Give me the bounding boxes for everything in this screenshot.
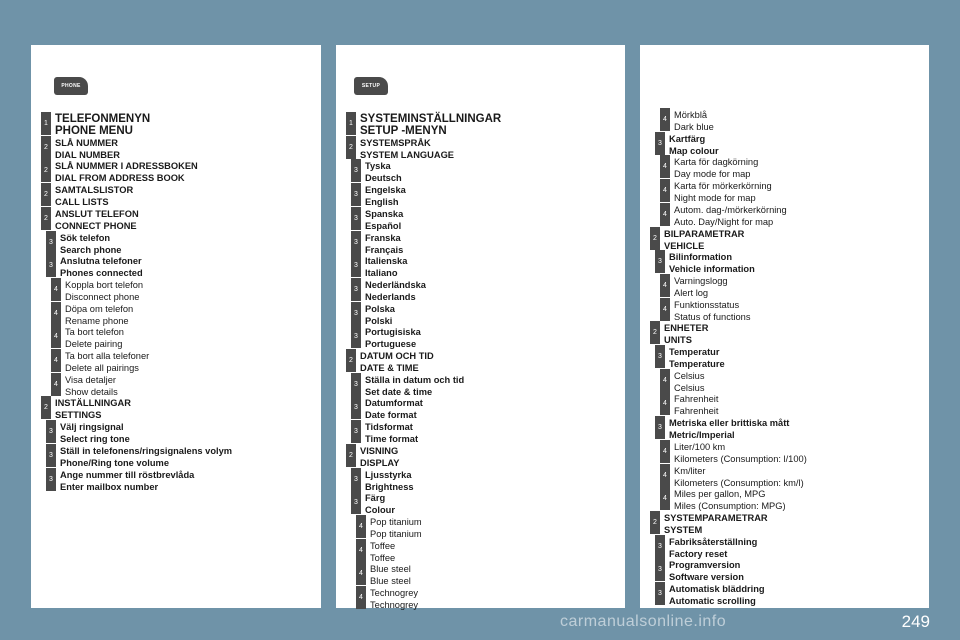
label-swedish: Italienska <box>365 256 408 267</box>
menu-item-text <box>365 279 426 303</box>
menu-item-text <box>674 299 751 323</box>
menu-item-level-2 <box>41 184 133 208</box>
label-swedish: SLÅ NUMMER <box>55 137 119 148</box>
level-badge: 3 <box>351 159 361 182</box>
label-english: Blue steel <box>370 576 411 587</box>
label-english: Delete pairing <box>65 339 123 350</box>
label-english: Temperature <box>669 359 725 369</box>
level-badge: 3 <box>46 444 56 467</box>
menu-item-level-3 <box>655 417 789 441</box>
level-badge: 3 <box>655 132 665 155</box>
level-badge: 4 <box>660 203 670 226</box>
menu-item-text <box>65 326 124 350</box>
menu-item-level-2 <box>41 397 131 421</box>
menu-item-level-3 <box>351 160 402 184</box>
menu-item-text <box>674 465 804 489</box>
label-swedish: Ta bort telefon <box>65 327 124 338</box>
label-english: Kilometers (Consumption: km/l) <box>674 477 804 488</box>
label-swedish: Datumformat <box>365 398 423 409</box>
menu-item-level-4 <box>356 540 395 564</box>
menu-item-level-2 <box>650 322 708 346</box>
level-badge: 2 <box>41 159 51 182</box>
menu-item-text <box>674 180 772 204</box>
menu-item-text <box>55 160 198 184</box>
menu-item-level-4 <box>51 303 133 327</box>
menu-item-text <box>365 492 395 516</box>
label-english: Fahrenheit <box>674 406 719 417</box>
menu-item-text <box>674 370 704 394</box>
label-english: Alert log <box>674 287 709 298</box>
level-badge: 3 <box>655 535 665 558</box>
label-swedish: Karta för mörkerkörning <box>674 181 772 192</box>
menu-item-text <box>55 184 133 208</box>
label-swedish: SLÅ NUMMER I ADRESSBOKEN <box>55 161 198 172</box>
menu-item-text <box>674 393 718 417</box>
menu-item-text <box>65 374 118 398</box>
label-swedish: Anslutna telefoner <box>60 256 142 267</box>
menu-item-level-2 <box>41 160 198 184</box>
level-badge: 3 <box>655 558 665 581</box>
label-english: Brightness <box>365 481 414 492</box>
menu-item-text <box>365 184 406 208</box>
menu-item-level-3 <box>351 469 414 493</box>
label-swedish: Km/liter <box>674 465 706 476</box>
menu-item-text <box>365 421 418 445</box>
menu-item-text <box>360 113 501 137</box>
menu-item-level-3 <box>351 492 395 516</box>
label-swedish: Portugisiska <box>365 327 421 338</box>
menu-item-level-4 <box>660 370 704 394</box>
level-badge: 2 <box>650 321 660 344</box>
menu-item-text <box>664 322 708 346</box>
menu-item-text <box>370 587 418 611</box>
label-swedish: Sök telefon <box>60 232 111 243</box>
menu-item-text <box>360 137 454 161</box>
level-badge: 1 <box>346 112 356 135</box>
menu-item-text <box>365 232 403 256</box>
menu-item-level-2 <box>346 350 434 374</box>
level-badge: 4 <box>660 108 670 131</box>
label-english: Day mode for map <box>674 169 751 180</box>
label-swedish: Funktionsstatus <box>674 299 740 310</box>
level-badge: 4 <box>660 464 670 487</box>
menu-item-text <box>669 417 789 441</box>
level-badge: 3 <box>351 231 361 254</box>
menu-item-text <box>60 445 232 469</box>
level-badge: 4 <box>660 440 670 463</box>
label-english: PHONE MENU <box>55 125 133 137</box>
label-swedish: Engelska <box>365 185 406 196</box>
label-swedish: Döpa om telefon <box>65 303 134 314</box>
label-swedish: VISNING <box>360 445 399 456</box>
menu-item-level-3 <box>655 559 744 583</box>
menu-panel-continued <box>640 45 929 608</box>
level-badge: 4 <box>356 586 366 609</box>
menu-item-level-4 <box>660 275 728 299</box>
level-badge: 2 <box>41 396 51 419</box>
menu-item-level-2 <box>650 228 744 252</box>
menu-item-level-3 <box>655 133 719 157</box>
menu-item-text <box>55 208 139 232</box>
label-english: English <box>365 197 399 208</box>
menu-item-text <box>674 109 714 133</box>
menu-item-text <box>365 374 464 398</box>
label-english: CALL LISTS <box>55 197 109 208</box>
level-badge: 4 <box>660 155 670 178</box>
level-badge: 3 <box>655 582 665 605</box>
menu-item-text <box>669 346 725 370</box>
label-swedish: Programversion <box>669 560 741 571</box>
level-badge: 2 <box>346 444 356 467</box>
label-english: Set date & time <box>365 386 433 397</box>
menu-item-text <box>674 204 787 228</box>
level-badge: 2 <box>41 207 51 230</box>
label-swedish: Technogrey <box>370 588 419 598</box>
level-badge: 2 <box>346 349 356 372</box>
level-badge: 3 <box>351 491 361 514</box>
label-english: Polski <box>365 315 393 326</box>
label-english: Toffee <box>370 552 396 563</box>
phone-tab-icon: PHONE <box>54 77 88 95</box>
label-swedish: SAMTALSLISTOR <box>55 185 134 196</box>
menu-item-text <box>60 421 130 445</box>
label-swedish: Koppla bort telefon <box>65 279 144 290</box>
level-badge: 3 <box>351 183 361 206</box>
label-english: Factory reset <box>669 548 728 559</box>
label-english: Automatic scrolling <box>669 596 756 606</box>
menu-item-level-3 <box>655 346 725 370</box>
level-badge: 3 <box>46 468 56 491</box>
label-english: DIAL FROM ADDRESS BOOK <box>55 173 185 184</box>
menu-item-level-2 <box>41 208 139 232</box>
menu-item-text <box>674 275 728 299</box>
label-english: SYSTEM <box>664 524 703 535</box>
level-badge: 2 <box>346 136 356 159</box>
menu-item-text <box>669 133 719 157</box>
level-badge: 3 <box>351 396 361 419</box>
level-badge: 4 <box>660 274 670 297</box>
menu-item-level-3 <box>46 469 194 493</box>
label-swedish: Autom. dag-/mörkerkörning <box>674 204 787 215</box>
menu-panel-setup <box>336 45 625 608</box>
menu-item-level-4 <box>660 488 786 512</box>
level-badge: 1 <box>41 112 51 135</box>
menu-item-text <box>669 583 765 607</box>
label-english: SYSTEM LANGUAGE <box>360 149 455 160</box>
level-badge: 3 <box>46 231 56 254</box>
label-english: Software version <box>669 572 744 583</box>
menu-item-level-3 <box>351 184 406 208</box>
level-badge: 4 <box>660 487 670 510</box>
menu-item-level-2 <box>41 137 120 161</box>
level-badge: 4 <box>660 392 670 415</box>
level-badge: 3 <box>655 416 665 439</box>
menu-item-text <box>65 279 143 303</box>
label-swedish: Ange nummer till röstbrevlåda <box>60 469 195 480</box>
menu-item-level-3 <box>46 255 143 279</box>
menu-item-level-4 <box>660 109 714 133</box>
menu-item-text <box>669 559 744 583</box>
label-swedish: Metriska eller brittiska mått <box>669 418 790 429</box>
menu-item-text <box>674 441 807 465</box>
level-badge: 3 <box>351 468 361 491</box>
label-swedish: Mörkblå <box>674 110 708 120</box>
menu-item-level-2 <box>346 445 399 469</box>
label-swedish: SYSTEMSPRÅK <box>360 137 431 148</box>
label-swedish: Nederländska <box>365 279 426 290</box>
menu-item-text <box>365 208 403 232</box>
label-swedish: Temperatur <box>669 347 720 357</box>
label-swedish: Visa detaljer <box>65 374 116 385</box>
menu-item-level-4 <box>660 180 772 204</box>
level-badge: 4 <box>356 515 366 538</box>
level-badge: 3 <box>351 302 361 325</box>
label-swedish: Kartfärg <box>669 133 706 144</box>
menu-item-text <box>674 156 758 180</box>
label-swedish: Färg <box>365 493 386 504</box>
label-english: SETUP -MENYN <box>360 125 447 137</box>
level-badge: 4 <box>51 373 61 396</box>
label-english: SETTINGS <box>55 410 102 421</box>
level-badge: 3 <box>351 373 361 396</box>
menu-item-text <box>60 469 194 493</box>
label-english: Search phone <box>60 244 122 255</box>
level-badge: 3 <box>351 325 361 348</box>
label-english: DISPLAY <box>360 457 400 468</box>
menu-item-text <box>669 536 757 560</box>
label-swedish: Pop titanium <box>370 516 422 527</box>
label-english: Technogrey <box>370 600 419 610</box>
level-badge: 4 <box>51 349 61 372</box>
label-swedish: TELEFONMENYN <box>55 113 151 125</box>
menu-item-level-2 <box>650 512 768 536</box>
menu-item-text <box>370 563 411 587</box>
label-english: Kilometers (Consumption: l/100) <box>674 453 807 464</box>
level-badge: 4 <box>356 562 366 585</box>
menu-item-text <box>55 137 120 161</box>
label-english: Miles (Consumption: MPG) <box>674 501 786 512</box>
menu-item-text <box>365 397 423 421</box>
label-english: Phone/Ring tone volume <box>60 457 169 468</box>
level-badge: 4 <box>660 298 670 321</box>
label-swedish: Automatisk bläddring <box>669 584 765 594</box>
label-swedish: BILPARAMETRAR <box>664 228 745 239</box>
menu-item-text <box>365 160 402 184</box>
label-swedish: Fahrenheit <box>674 394 719 405</box>
label-english: Phones connected <box>60 268 143 279</box>
menu-item-level-3 <box>351 232 403 256</box>
label-english: Show details <box>65 386 118 397</box>
menu-item-text <box>365 326 421 350</box>
level-badge: 2 <box>650 511 660 534</box>
label-english: DATE & TIME <box>360 363 419 373</box>
label-english: CONNECT PHONE <box>55 220 137 231</box>
menu-item-level-3 <box>655 536 757 560</box>
menu-item-text <box>360 445 399 469</box>
level-badge: 2 <box>41 136 51 159</box>
menu-item-level-4 <box>660 441 807 465</box>
level-badge: 2 <box>650 227 660 250</box>
menu-item-level-4 <box>51 279 143 303</box>
label-english: Date format <box>365 410 417 421</box>
label-swedish: Tidsformat <box>365 422 413 433</box>
label-swedish: Välj ringsignal <box>60 422 124 433</box>
label-swedish: ANSLUT TELEFON <box>55 208 139 219</box>
label-english: Night mode for map <box>674 193 756 204</box>
label-swedish: SYSTEMPARAMETRAR <box>664 512 768 523</box>
menu-item-text <box>365 469 414 493</box>
label-english: Dark blue <box>674 122 714 132</box>
label-english: Disconnect phone <box>65 291 140 302</box>
menu-panel-phone <box>31 45 321 608</box>
menu-item-level-1 <box>346 113 501 137</box>
label-swedish: Fabriksåterställning <box>669 536 758 547</box>
menu-item-text <box>365 255 407 279</box>
label-swedish: Ställa in datum och tid <box>365 374 465 385</box>
menu-item-level-3 <box>351 421 418 445</box>
level-badge: 3 <box>46 420 56 443</box>
menu-item-text <box>55 397 131 421</box>
menu-item-text <box>370 516 422 540</box>
menu-item-text <box>60 255 143 279</box>
label-swedish: Tyska <box>365 161 391 172</box>
watermark-text: carmanualsonline.info <box>560 613 727 630</box>
level-badge: 4 <box>356 539 366 562</box>
menu-item-level-2 <box>346 137 454 161</box>
label-swedish: Karta för dagkörning <box>674 157 759 168</box>
menu-item-level-4 <box>660 393 718 417</box>
menu-item-level-3 <box>351 374 464 398</box>
menu-item-text <box>664 228 744 252</box>
label-english: Time format <box>365 434 419 445</box>
level-badge: 4 <box>51 325 61 348</box>
menu-item-text <box>664 512 768 536</box>
label-swedish: INSTÄLLNINGAR <box>55 398 131 409</box>
menu-item-level-3 <box>351 255 407 279</box>
menu-item-text <box>669 251 755 275</box>
menu-item-level-4 <box>51 374 118 398</box>
label-english: Vehicle information <box>669 264 755 275</box>
menu-item-level-4 <box>660 299 751 323</box>
menu-item-level-4 <box>660 465 804 489</box>
label-english: Español <box>365 220 402 231</box>
level-badge: 3 <box>655 345 665 368</box>
label-english: Auto. Day/Night for map <box>674 216 774 227</box>
label-english: Portuguese <box>365 339 417 350</box>
menu-item-level-4 <box>51 350 149 374</box>
label-swedish: Varningslogg <box>674 275 728 286</box>
menu-item-level-3 <box>655 251 755 275</box>
menu-item-level-3 <box>351 303 395 327</box>
level-badge: 3 <box>351 254 361 277</box>
label-swedish: Ljusstyrka <box>365 469 412 480</box>
level-badge: 2 <box>41 183 51 206</box>
menu-item-level-4 <box>51 326 124 350</box>
label-swedish: Liter/100 km <box>674 441 726 452</box>
label-swedish: DATUM OCH TID <box>360 351 434 361</box>
label-swedish: SYSTEMINSTÄLLNINGAR <box>360 113 502 125</box>
menu-item-level-4 <box>660 156 758 180</box>
menu-item-text <box>360 350 434 374</box>
label-swedish: Bilinformation <box>669 252 733 263</box>
label-english: Map colour <box>669 145 719 156</box>
label-swedish: ENHETER <box>664 323 709 334</box>
menu-item-level-1 <box>41 113 150 137</box>
label-english: Celsius <box>674 382 705 393</box>
label-english: UNITS <box>664 335 692 346</box>
label-english: Delete all pairings <box>65 363 139 373</box>
label-swedish: Toffee <box>370 540 396 551</box>
level-badge: 4 <box>51 278 61 301</box>
menu-item-level-4 <box>356 516 422 540</box>
menu-item-text <box>60 232 121 256</box>
label-swedish: Polska <box>365 303 395 314</box>
menu-item-text <box>65 303 133 327</box>
label-english: DIAL NUMBER <box>55 149 120 160</box>
label-swedish: Ta bort alla telefoner <box>65 351 150 361</box>
menu-item-text <box>365 303 395 327</box>
menu-item-level-4 <box>356 587 418 611</box>
menu-item-level-3 <box>46 445 232 469</box>
label-english: Select ring tone <box>60 434 130 445</box>
menu-item-level-3 <box>351 279 426 303</box>
label-english: Nederlands <box>365 291 416 302</box>
page-number: 249 <box>901 612 930 631</box>
label-swedish: Franska <box>365 232 401 243</box>
level-badge: 3 <box>46 254 56 277</box>
level-badge: 4 <box>660 369 670 392</box>
menu-item-text <box>65 350 149 374</box>
label-english: Enter mailbox number <box>60 481 159 492</box>
menu-item-text <box>55 113 150 137</box>
label-english: Colour <box>365 505 395 516</box>
level-badge: 3 <box>351 420 361 443</box>
menu-item-level-3 <box>351 326 421 350</box>
label-swedish: Spanska <box>365 208 404 219</box>
label-english: Rename phone <box>65 315 129 326</box>
menu-item-level-3 <box>655 583 765 607</box>
setup-tab-icon: SETUP <box>354 77 388 95</box>
label-swedish: Celsius <box>674 370 705 381</box>
menu-item-level-3 <box>46 421 130 445</box>
label-english: Pop titanium <box>370 528 422 539</box>
label-swedish: Miles per gallon, MPG <box>674 489 766 500</box>
menu-item-level-3 <box>351 208 403 232</box>
label-english: VEHICLE <box>664 240 705 251</box>
label-english: Italiano <box>365 268 398 279</box>
menu-item-level-3 <box>46 232 121 256</box>
menu-item-text <box>674 488 786 512</box>
level-badge: 4 <box>51 302 61 325</box>
level-badge: 3 <box>351 207 361 230</box>
label-english: Français <box>365 244 404 255</box>
menu-item-level-4 <box>660 204 787 228</box>
label-swedish: Blue steel <box>370 564 411 575</box>
label-english: Metric/Imperial <box>669 430 735 441</box>
label-english: Deutsch <box>365 173 402 184</box>
level-badge: 4 <box>660 179 670 202</box>
label-english: Status of functions <box>674 311 751 322</box>
level-badge: 3 <box>655 250 665 273</box>
menu-item-level-4 <box>356 563 411 587</box>
menu-item-level-3 <box>351 397 423 421</box>
level-badge: 3 <box>351 278 361 301</box>
menu-item-text <box>370 540 395 564</box>
label-swedish: Ställ in telefonens/ringsignalens volym <box>60 445 233 456</box>
